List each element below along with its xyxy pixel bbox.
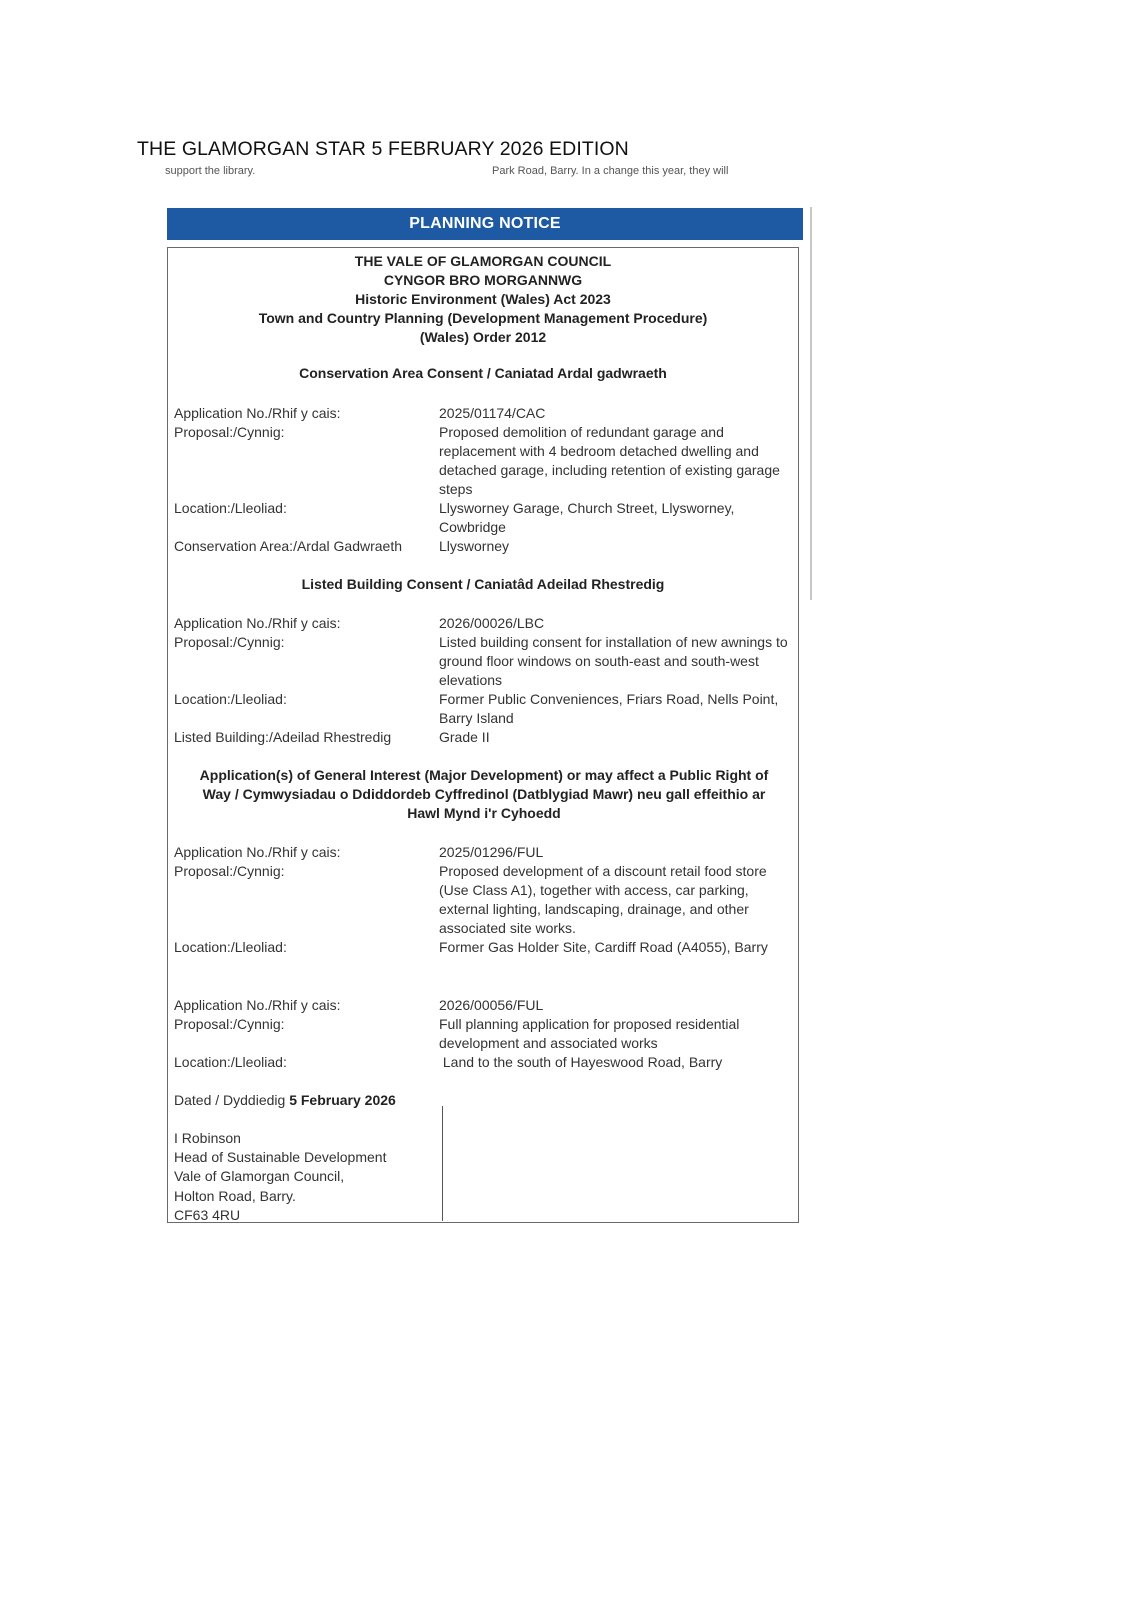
section-title-lbc: Listed Building Consent / Caniatâd Adeilad Rhestredig: [301, 576, 665, 592]
signature-line: Head of Sustainable Development: [174, 1149, 387, 1166]
section-title-line: Hawl Mynd i'r Cyhoedd: [407, 805, 561, 821]
council-heading: [168, 252, 798, 347]
field-value: Listed building consent for installation of new awnings to ground floor windows on south-east and south-west elevations: [439, 634, 788, 688]
field-label: Proposal:/Cynnig:: [174, 634, 285, 650]
dated-value: 5 February 2026: [289, 1092, 396, 1108]
section-title-line: Way / Cymwysiadau o Ddiddordeb Cyffredinol (Datblygiad Mawr) neu gall effeithio ar: [202, 786, 766, 802]
page-header: THE GLAMORGAN STAR 5 FEBRUARY 2026 EDITION: [137, 138, 629, 160]
signature-divider: [442, 1106, 443, 1221]
field-label: Location:/Lleoliad:: [174, 1054, 287, 1070]
field-label: Conservation Area:/Ardal Gadwraeth: [174, 538, 403, 554]
heading-line: THE VALE OF GLAMORGAN COUNCIL: [354, 253, 612, 269]
cutoff-text-left: support the library.: [165, 165, 256, 177]
field-value: Llysworney Garage, Church Street, Llysworney, Cowbridge: [439, 500, 735, 535]
field-label: Location:/Lleoliad:: [174, 500, 287, 516]
field-value: 2025/01296/FUL: [439, 844, 544, 860]
field-label: Application No./Rhif y cais:: [174, 405, 341, 421]
planning-notice-box: [167, 247, 799, 1223]
field-value: Proposed demolition of redundant garage and replacement with 4 bedroom detached dwelling and detached garage, including retention of existing garage steps: [439, 424, 780, 497]
dated-label: Dated / Dyddiedig: [174, 1092, 286, 1108]
signature-block: [174, 1129, 386, 1225]
heading-line: Town and Country Planning (Development Management Procedure): [258, 310, 708, 326]
field-value: Proposed development of a discount retail food store (Use Class A1), together with access, car parking, external lighting, landscaping, drainage, and other associated site works.: [439, 863, 767, 936]
heading-line: (Wales) Order 2012: [419, 329, 547, 345]
field-value: Former Gas Holder Site, Cardiff Road (A4055), Barry: [439, 939, 768, 955]
cutoff-text-right: Park Road, Barry. In a change this year, they will: [492, 165, 729, 177]
section-title-line: Application(s) of General Interest (Major Development) or may affect a Public Right of: [199, 767, 769, 783]
field-value: Grade II: [439, 729, 490, 745]
field-label: Location:/Lleoliad:: [174, 691, 287, 707]
field-value: 2025/01174/CAC: [439, 405, 546, 421]
field-label: Application No./Rhif y cais:: [174, 997, 341, 1013]
field-value: 2026/00056/FUL: [439, 997, 544, 1013]
column-rule: [810, 207, 812, 600]
field-label: Application No./Rhif y cais:: [174, 615, 341, 631]
field-label: Proposal:/Cynnig:: [174, 863, 285, 879]
field-value: Llysworney: [439, 538, 510, 554]
signature-line: CF63 4RU: [174, 1206, 241, 1223]
field-value: Full planning application for proposed residential development and associated works: [439, 1016, 740, 1051]
field-label: Application No./Rhif y cais:: [174, 844, 341, 860]
heading-line: CYNGOR BRO MORGANNWG: [383, 272, 583, 288]
signature-line: I Robinson: [174, 1130, 241, 1146]
field-value: Former Public Conveniences, Friars Road, Nells Point, Barry Island: [439, 691, 779, 726]
field-label: Proposal:/Cynnig:: [174, 1016, 285, 1032]
section-title-cac: Conservation Area Consent / Caniatad Ardal gadwraeth: [299, 365, 667, 381]
field-value: Land to the south of Hayeswood Road, Barry: [439, 1054, 723, 1070]
planning-notice-banner: PLANNING NOTICE: [167, 208, 803, 240]
signature-line: Vale of Glamorgan Council,: [174, 1168, 345, 1185]
signature-line: Holton Road, Barry.: [174, 1187, 296, 1204]
dated-line: [174, 1091, 396, 1110]
section-title-general: [174, 766, 794, 823]
field-label: Proposal:/Cynnig:: [174, 424, 285, 440]
field-label: Listed Building:/Adeilad Rhestredig: [174, 729, 392, 745]
field-value: 2026/00026/LBC: [439, 615, 545, 631]
heading-line: Historic Environment (Wales) Act 2023: [355, 291, 611, 307]
field-label: Location:/Lleoliad:: [174, 939, 287, 955]
